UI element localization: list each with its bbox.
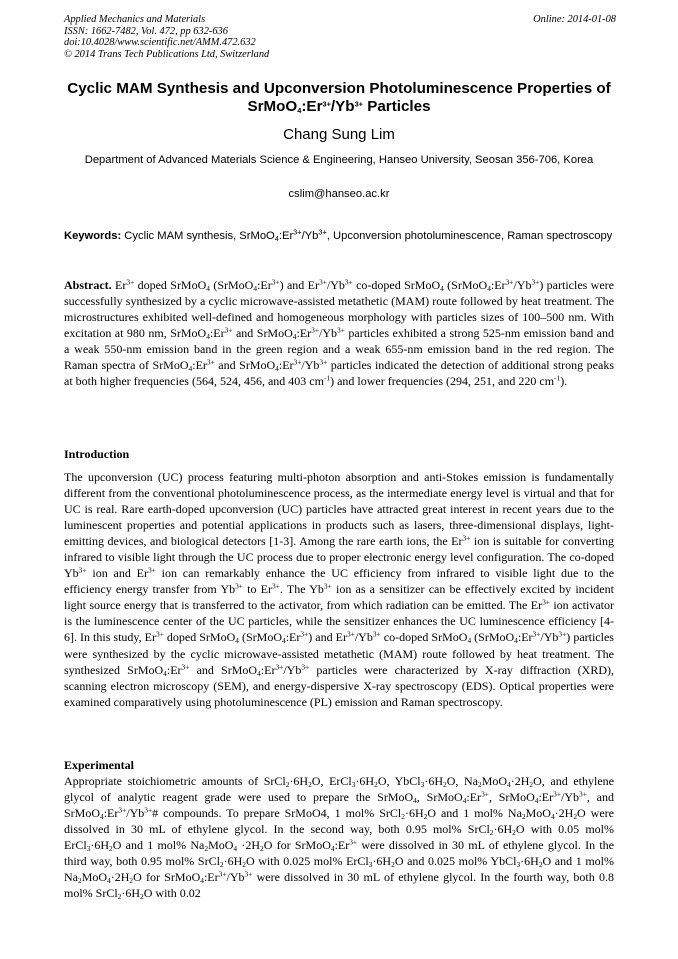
author-name: Chang Sung Lim (283, 126, 395, 143)
introduction-paragraph: The upconversion (UC) process featuring multi-photon absorption and anti-Stokes emission is fundamentally different from the conventional photoluminescence process, as the intermediate energy level is virtual and that for UC is real. Rare earth-doped upconversion (UC) particles have attracted great interest in recent years due to the luminescent properties and potential applications in products such as lasers, three-dimensional displays, light-emitting devices, and biological detectors [1-3]. Among the rare earth ions, the $Er^{3+}$ ion is suitable for converting infrared to visible light through the UC process due to proper electronic energy level configuration. The co-doped $Yb^{3+}$ ion and $Er^{3+}$ ion can remarkably enhance the UC efficiency from infrared to visible light due to the efficiency energy transfer from $Yb^{3+}$ to $Er^{3+}$. The $Yb^{3+}$ ion as a sensitizer can be effectively excited by incident light source energy that is transferred to the activator, from which radiation can be emitted. The $Er^{3+}$ ion activator is the luminescence center of the UC particles, while the sensitizer enhances the UC luminescence efficiency [4-6]. In this study, $Er^{3+}$ doped SrMoO$_4$ $(SrMoO_4:Er^{3+})$ and $Er^{3+}/Yb^{3+}$ co-doped SrMoO$_4$ $(SrMoO_4:Er^{3+}/Yb^{3+})$ particles were synthesized by the cyclic microwave-assisted metathetic (MAM) route followed by heat treatment. The synthesized $SrMoO_4:Er^{3+}$ and $SrMoO_4:Er^{3+}/Yb^{3+}$ particles were characterized by X-ray diffraction (XRD), scanning electron microscopy (SEM), and energy-dispersive X-ray spectroscopy (EDS). Optical properties were examined comparatively using photoluminescence (PL) emission and Raman spectroscopy. (64, 470, 614, 709)
doi-line: doi:10.4028/www.scientific.net/AMM.472.632 (64, 37, 256, 49)
online-date: Online: 2014-01-08 (533, 14, 616, 25)
journal-name: Applied Mechanics and Materials (64, 14, 206, 25)
keywords-text: Cyclic MAM synthesis, $SrMoO_4:Er^{3+}/Yb^{3+}$, Upconversion photoluminescence, Raman spectroscopy (121, 227, 613, 243)
section-heading-experimental: Experimental (64, 758, 134, 772)
running-header (64, 14, 616, 60)
keywords (64, 229, 614, 245)
copyright-line: © 2014 Trans Tech Publications Ltd, Switzerland (64, 48, 270, 60)
abstract (64, 277, 614, 389)
abstract-text: $Er^{3+}$ doped SrMoO$_4$ $(SrMoO_4:Er^{3+})$ and $Er^{3+}/Yb^{3+}$ co-doped SrMoO$_4$ $(SrMoO_4:Er^{3+}/Yb^{3+})$ particles were successfully synthesized by a cyclic microwave-assisted metathetic (MAM) route followed by heat treatment. The microstructures exhibited well-defined and homogeneous morphology with particles sizes of 100–500 nm. With excitation at 980 nm, $SrMoO_4:Er^{3+}$ and $SrMoO_4:Er^{3+}/Yb^{3+}$ particles exhibited a strong 525-nm emission band and a weak 550-nm emission band in the green region and a weak 655-nm emission band in the red region. The Raman spectra of $SrMoO_4:Er^{3+}$ and $SrMoO_4:Er^{3+}/Yb^{3+}$ particles indicated the detection of additional strong peaks at both higher frequencies (564, 524, 456, and 403 $cm^{-1}$) and lower frequencies (294, 251, and 220 $cm^{-1}$). (64, 277, 614, 389)
section-heading-introduction: Introduction (64, 447, 130, 461)
issn-line: ISSN: 1662-7482, Vol. 472, pp 632-636 (64, 25, 228, 37)
author-affiliation: Department of Advanced Materials Science & Engineering, Hanseo University, Seosan 356-706, Korea (84, 154, 594, 166)
paper-title: Cyclic MAM Synthesis and Upconversion Photoluminescence Properties of $SrMoO_4:Er^{3+}/Yb^{3+}$ Particles (67, 80, 611, 115)
keywords-label: Keywords: (64, 230, 122, 242)
abstract-label: Abstract. (64, 278, 112, 292)
experimental-paragraph: Appropriate stoichiometric amounts of $SrCl_2\cdot 6H_2O$, $ErCl_3\cdot 6H_2O$, $YbCl_3\cdot 6H_2O$, $Na_2MoO_4\cdot 2H_2O$, and ethylene glycol of analytic reagent grade were used to prepare the SrMoO$_4$, $SrMoO_4:Er^{3+}$, $SrMoO_4:Er^{3+}/Yb^{3+}$, and $SrMoO_4:Er^{3+}/Yb^{3+}\#$ compounds. To prepare SrMoO4, 1 mol% $SrCl_2\cdot 6H_2O$ and 1 mol% $Na_2MoO_4\cdot 2H_2O$ were dissolved in 30 mL of ethylene glycol. In the second way, both 0.95 mol% $SrCl_2\cdot 6H_2O$ with 0.05 mol% $ErCl_3\cdot 6H_2O$ and 1 mol% $Na_2MoO_4 \cdot 2H_2O$ for $SrMoO_4:Er^{3+}$ were dissolved in 30 mL of ethylene glycol. In the third way, both 0.95 mol% $SrCl_2\cdot 6H_2O$ with 0.025 mol% $ErCl_3\cdot 6H_2O$ and 0.025 mol% $YbCl_3\cdot 6H_2O$ and 1 mol% $Na_2MoO_4\cdot 2H_2O$ for $SrMoO_4:Er^{3+}/Yb^{3+}$ were dissolved in 30 mL of ethylene glycol. In the fourth way, both 0.8 mol% $SrCl_2\cdot 6H_2O$ with 0.02 (64, 774, 615, 902)
author-email[interactable]: cslim@hanseo.ac.kr (288, 188, 390, 200)
